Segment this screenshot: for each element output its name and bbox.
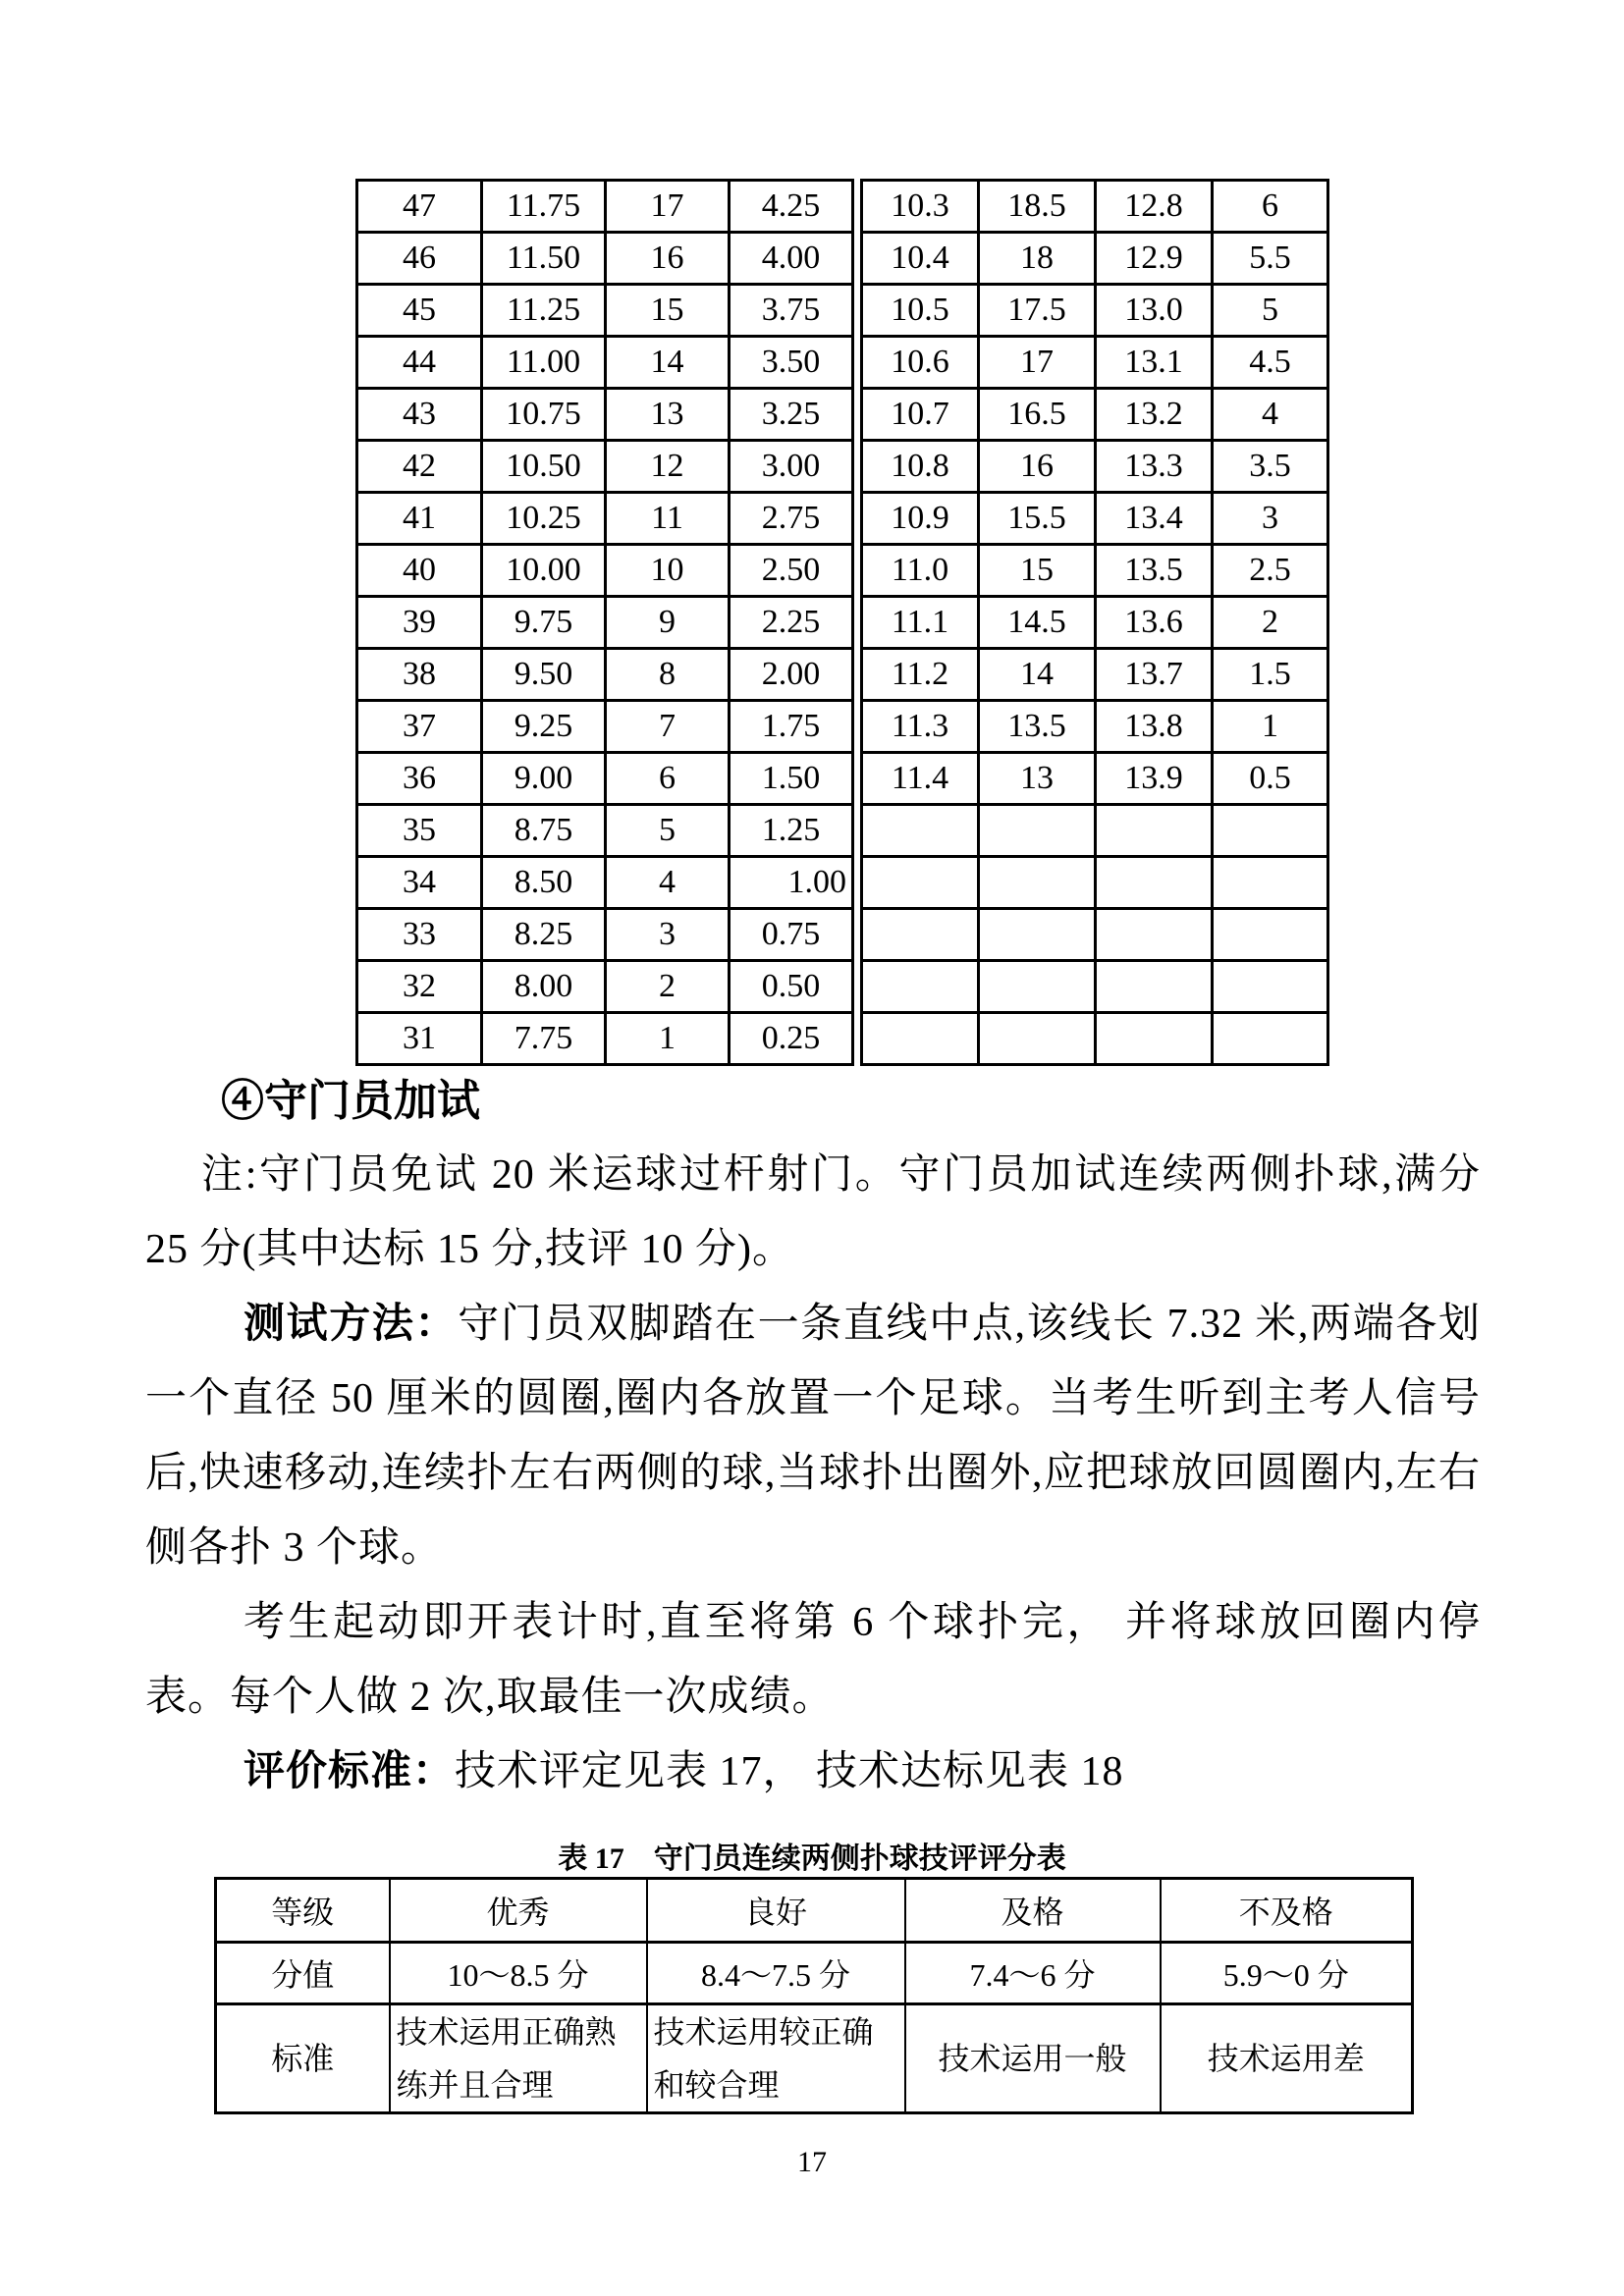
table-cell: 11.0	[862, 545, 979, 597]
body-text	[145, 1138, 1481, 1809]
table-row	[862, 389, 1328, 441]
table-cell: 17	[606, 181, 730, 233]
table-cell	[862, 857, 979, 909]
table-cell	[1213, 857, 1328, 909]
table-cell	[1096, 961, 1213, 1013]
score-table-right-body	[862, 181, 1328, 1065]
table-cell: 10～8.5 分	[390, 1943, 647, 2004]
table-cell: 2	[1213, 597, 1328, 649]
table-cell: 11.75	[482, 181, 606, 233]
table-cell: 35	[357, 805, 482, 857]
table-cell: 38	[357, 649, 482, 701]
table-cell: 1	[606, 1013, 730, 1065]
table-row	[357, 909, 853, 961]
table-cell: 等级	[216, 1879, 390, 1943]
table-cell	[979, 961, 1096, 1013]
table-cell: 2.25	[730, 597, 853, 649]
table-cell: 4.25	[730, 181, 853, 233]
table-cell: 14	[606, 337, 730, 389]
paragraph-text: 注:守门员免试 20 米运球过杆射门。守门员加试连续两侧扑球,满分 25 分(其中达标 15 分,技评 10 分)。	[145, 1152, 1481, 1272]
score-table-left-body	[357, 181, 853, 1065]
score-table-left	[355, 179, 854, 1066]
table-cell: 技术运用差	[1161, 2004, 1413, 2113]
table-cell	[862, 1013, 979, 1065]
table-cell: 4.00	[730, 233, 853, 285]
table-cell: 43	[357, 389, 482, 441]
table-cell	[1213, 805, 1328, 857]
table-cell: 8.00	[482, 961, 606, 1013]
table-cell: 17.5	[979, 285, 1096, 337]
table-caption: 表 17 守门员连续两侧扑球技评评分表	[558, 1842, 1066, 1875]
table-row	[862, 337, 1328, 389]
table-row	[357, 389, 853, 441]
table-cell: 13.5	[979, 701, 1096, 753]
table-cell: 10.7	[862, 389, 979, 441]
table-row	[862, 909, 1328, 961]
table-cell: 40	[357, 545, 482, 597]
table-row	[862, 701, 1328, 753]
paragraph-label: 评价标准：	[244, 1749, 456, 1794]
table-cell: 11.00	[482, 337, 606, 389]
paragraph-text: 守门员双脚踏在一条直线中点,该线长 7.32 米,两端各划一个直径 50 厘米的圆圈,圈内各放置一个足球。当考生听到主考人信号后,快速移动,连续扑左右两侧的球,当球扑出圈外,应把球放回圆圈内,左右侧各扑 3 个球。	[145, 1302, 1481, 1571]
table-cell: 7.4～6 分	[905, 1943, 1161, 2004]
paragraph-label: 测试方法：	[244, 1302, 459, 1347]
table-cell: 17	[979, 337, 1096, 389]
table-cell: 13.3	[1096, 441, 1213, 493]
table-cell: 4	[1213, 389, 1328, 441]
table-cell: 13.6	[1096, 597, 1213, 649]
table-cell: 3.00	[730, 441, 853, 493]
table-cell: 9.00	[482, 753, 606, 805]
table-cell	[979, 909, 1096, 961]
table-cell: 0.75	[730, 909, 853, 961]
table-cell: 8.75	[482, 805, 606, 857]
table-cell: 34	[357, 857, 482, 909]
table-cell: 6	[606, 753, 730, 805]
table-cell: 分值	[216, 1943, 390, 2004]
paragraph-timing	[145, 1585, 1481, 1735]
table-cell: 15	[979, 545, 1096, 597]
table-cell: 45	[357, 285, 482, 337]
table-cell: 41	[357, 493, 482, 545]
table-cell: 46	[357, 233, 482, 285]
table-cell: 2.50	[730, 545, 853, 597]
table-cell	[979, 805, 1096, 857]
table-cell: 10.50	[482, 441, 606, 493]
table-cell: 9.25	[482, 701, 606, 753]
table-cell: 33	[357, 909, 482, 961]
grade-table-body	[216, 1879, 1413, 2113]
table-cell: 13.0	[1096, 285, 1213, 337]
table-cell: 18.5	[979, 181, 1096, 233]
table-row	[216, 1943, 1413, 2004]
table-row	[216, 2004, 1413, 2113]
table-cell: 13.9	[1096, 753, 1213, 805]
table-row	[862, 493, 1328, 545]
table-row	[862, 597, 1328, 649]
table-cell: 11.2	[862, 649, 979, 701]
table-cell: 8.4～7.5 分	[647, 1943, 905, 2004]
table-row	[357, 1013, 853, 1065]
table-cell: 3.25	[730, 389, 853, 441]
table-cell: 2.75	[730, 493, 853, 545]
table-cell: 14	[979, 649, 1096, 701]
table-row	[357, 961, 853, 1013]
table-cell: 11.25	[482, 285, 606, 337]
table-cell: 不及格	[1161, 1879, 1413, 1943]
table-cell: 47	[357, 181, 482, 233]
table-cell: 7	[606, 701, 730, 753]
table-cell	[1096, 805, 1213, 857]
table-cell: 9	[606, 597, 730, 649]
table-cell: 5	[606, 805, 730, 857]
table-cell: 10	[606, 545, 730, 597]
table-cell: 良好	[647, 1879, 905, 1943]
table-row	[357, 441, 853, 493]
table-row	[862, 805, 1328, 857]
table-cell: 15	[606, 285, 730, 337]
table-cell: 1.75	[730, 701, 853, 753]
table-cell: 36	[357, 753, 482, 805]
table-cell	[1096, 857, 1213, 909]
table-cell: 10.4	[862, 233, 979, 285]
table-cell: 3.75	[730, 285, 853, 337]
table-cell: 13.5	[1096, 545, 1213, 597]
table-cell	[979, 1013, 1096, 1065]
paragraph-text: 考生起动即开表计时,直至将第 6 个球扑完， 并将球放回圈内停表。每个人做 2 次,取最佳一次成绩。	[145, 1600, 1481, 1720]
table-cell: 1.5	[1213, 649, 1328, 701]
table-cell: 3.5	[1213, 441, 1328, 493]
table-row	[862, 441, 1328, 493]
table-cell: 42	[357, 441, 482, 493]
table-row	[862, 285, 1328, 337]
table-cell: 5	[1213, 285, 1328, 337]
table-cell: 31	[357, 1013, 482, 1065]
table-cell: 技术运用较正确和较合理	[647, 2004, 905, 2113]
table-cell: 44	[357, 337, 482, 389]
table-cell: 11.50	[482, 233, 606, 285]
table-cell: 2.00	[730, 649, 853, 701]
table-row	[862, 1013, 1328, 1065]
table-cell	[1096, 1013, 1213, 1065]
table-cell: 8.25	[482, 909, 606, 961]
table-cell	[862, 961, 979, 1013]
table-cell: 3.50	[730, 337, 853, 389]
table-cell: 12	[606, 441, 730, 493]
table-cell: 11.4	[862, 753, 979, 805]
table-row	[357, 701, 853, 753]
paragraph-note	[145, 1138, 1481, 1287]
table-cell: 11.3	[862, 701, 979, 753]
table-cell	[1213, 961, 1328, 1013]
table-row	[357, 649, 853, 701]
table-cell: 2	[606, 961, 730, 1013]
table-cell: 1.00	[730, 857, 853, 909]
table-row	[862, 649, 1328, 701]
table-cell: 8.50	[482, 857, 606, 909]
table-cell: 1.25	[730, 805, 853, 857]
table-row	[862, 181, 1328, 233]
table-cell: 10.9	[862, 493, 979, 545]
table-cell	[979, 857, 1096, 909]
paragraph-evaluation-standard	[145, 1735, 1481, 1809]
table-cell: 16.5	[979, 389, 1096, 441]
table-cell: 0.50	[730, 961, 853, 1013]
grade-table	[214, 1877, 1414, 2114]
paragraph-text: 技术评定见表 17， 技术达标见表 18	[455, 1749, 1124, 1794]
table-cell: 标准	[216, 2004, 390, 2113]
page-number: 17	[797, 2146, 827, 2178]
table-cell: 13.7	[1096, 649, 1213, 701]
table-cell	[1096, 909, 1213, 961]
table-row	[216, 1879, 1413, 1943]
table-cell: 13.8	[1096, 701, 1213, 753]
table-cell: 2.5	[1213, 545, 1328, 597]
table-row	[357, 857, 853, 909]
table-cell	[862, 909, 979, 961]
table-cell: 14.5	[979, 597, 1096, 649]
table-cell: 10.8	[862, 441, 979, 493]
table-cell: 13.1	[1096, 337, 1213, 389]
table-cell: 4	[606, 857, 730, 909]
table-cell	[1213, 1013, 1328, 1065]
table-cell: 12.8	[1096, 181, 1213, 233]
table-row	[862, 233, 1328, 285]
table-cell: 1.50	[730, 753, 853, 805]
table-cell: 18	[979, 233, 1096, 285]
table-row	[862, 545, 1328, 597]
table-cell: 10.75	[482, 389, 606, 441]
table-cell: 3	[1213, 493, 1328, 545]
table-cell: 10.00	[482, 545, 606, 597]
table-cell: 1	[1213, 701, 1328, 753]
table-row	[862, 753, 1328, 805]
score-table-right	[860, 179, 1329, 1066]
table-cell: 5.5	[1213, 233, 1328, 285]
table-cell: 13.4	[1096, 493, 1213, 545]
table-cell: 11.1	[862, 597, 979, 649]
score-conversion-tables	[355, 179, 1329, 1066]
table-cell	[1213, 909, 1328, 961]
table-cell: 12.9	[1096, 233, 1213, 285]
table-cell: 13	[979, 753, 1096, 805]
table-cell: 13	[606, 389, 730, 441]
table-cell: 13.2	[1096, 389, 1213, 441]
table-cell: 9.50	[482, 649, 606, 701]
table-cell: 优秀	[390, 1879, 647, 1943]
table-cell: 5.9～0 分	[1161, 1943, 1413, 2004]
section-heading: ④守门员加试	[221, 1077, 480, 1125]
table-row	[357, 337, 853, 389]
table-cell: 3	[606, 909, 730, 961]
table-cell: 7.75	[482, 1013, 606, 1065]
table-cell: 及格	[905, 1879, 1161, 1943]
table-cell: 10.25	[482, 493, 606, 545]
table-cell: 0.5	[1213, 753, 1328, 805]
table-cell: 10.5	[862, 285, 979, 337]
table-row	[862, 857, 1328, 909]
table-row	[357, 493, 853, 545]
table-row	[357, 597, 853, 649]
table-row	[357, 805, 853, 857]
table-cell: 16	[606, 233, 730, 285]
table-cell: 0.25	[730, 1013, 853, 1065]
table-cell	[862, 805, 979, 857]
table-row	[357, 181, 853, 233]
table-cell: 4.5	[1213, 337, 1328, 389]
table-row	[357, 233, 853, 285]
table-cell: 39	[357, 597, 482, 649]
table-cell: 16	[979, 441, 1096, 493]
table-row	[357, 545, 853, 597]
table-cell: 8	[606, 649, 730, 701]
table-cell: 15.5	[979, 493, 1096, 545]
table-cell: 37	[357, 701, 482, 753]
table-cell: 10.3	[862, 181, 979, 233]
table-cell: 9.75	[482, 597, 606, 649]
table-cell: 11	[606, 493, 730, 545]
table-cell: 32	[357, 961, 482, 1013]
table-cell: 6	[1213, 181, 1328, 233]
table-cell: 10.6	[862, 337, 979, 389]
table-row	[357, 285, 853, 337]
table-row	[862, 961, 1328, 1013]
table-cell: 技术运用一般	[905, 2004, 1161, 2113]
paragraph-test-method	[145, 1287, 1481, 1585]
table-cell: 技术运用正确熟练并且合理	[390, 2004, 647, 2113]
table-row	[357, 753, 853, 805]
